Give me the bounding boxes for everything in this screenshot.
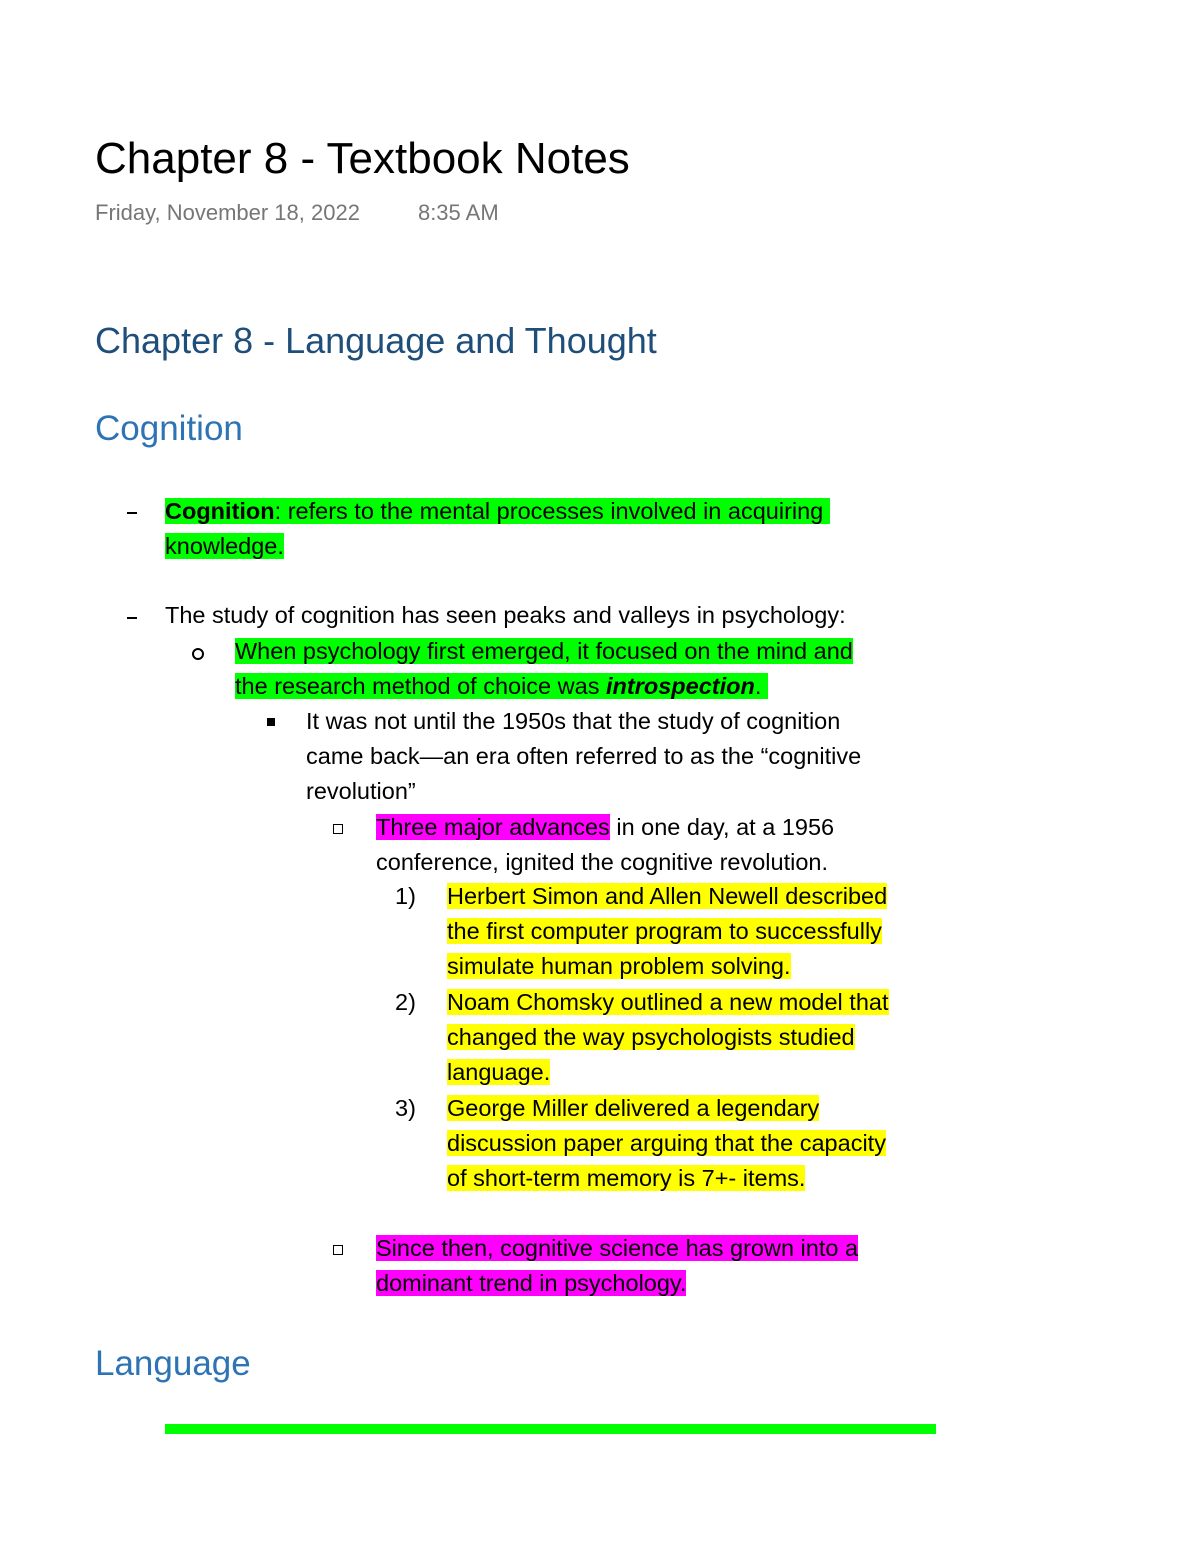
list-number: 3) bbox=[395, 1095, 416, 1121]
list-number: 1) bbox=[395, 883, 416, 909]
introspection-term: introspection bbox=[605, 673, 755, 699]
cognition-term: Cognition bbox=[165, 498, 275, 524]
list-item-1-line-3: simulate human problem solving. bbox=[447, 953, 791, 979]
cognition-definition-line-2: knowledge. bbox=[165, 533, 284, 559]
page-date-time bbox=[95, 198, 499, 228]
dash-bullet-icon bbox=[127, 512, 137, 514]
since-then-line-1: Since then, cognitive science has grown into a bbox=[376, 1235, 859, 1261]
section-heading-cognition: Cognition bbox=[95, 409, 243, 448]
three-advances-line-1: Three major advances in one day, at a 1956 bbox=[376, 814, 835, 840]
cutoff-highlighted-line bbox=[165, 1424, 936, 1434]
hollow-square-bullet-icon bbox=[333, 824, 343, 834]
section-heading-language: Language bbox=[95, 1344, 251, 1383]
square-bullet-icon bbox=[267, 718, 275, 726]
list-item-2-line-3: language. bbox=[447, 1059, 551, 1085]
list-item-1-line-2: the first computer program to successfully bbox=[447, 918, 882, 944]
cognition-definition-line-1: Cognition: refers to the mental processes involved in acquiring bbox=[165, 494, 830, 529]
study-of-cognition-line: The study of cognition has seen peaks and valleys in psychology: bbox=[165, 602, 846, 628]
psychology-emerged-line-2: the research method of choice was introspection. bbox=[235, 669, 768, 704]
chapter-heading: Chapter 8 - Language and Thought bbox=[95, 320, 657, 361]
cognition-1950s-line-1: It was not until the 1950s that the study of cognition bbox=[306, 708, 841, 734]
circle-bullet-icon bbox=[192, 648, 204, 660]
page-date: Friday, November 18, 2022 bbox=[95, 200, 360, 225]
list-item-3-line-1: George Miller delivered a legendary bbox=[447, 1095, 820, 1121]
page-title: Chapter 8 - Textbook Notes bbox=[95, 134, 630, 183]
list-item-2-line-1: Noam Chomsky outlined a new model that bbox=[447, 989, 889, 1015]
psychology-emerged-line-1: When psychology first emerged, it focused on the mind and bbox=[235, 638, 853, 664]
since-then-line-2: dominant trend in psychology. bbox=[376, 1270, 687, 1296]
list-item-3-line-3: of short-term memory is 7+- items. bbox=[447, 1165, 806, 1191]
cognition-1950s-line-2: came back—an era often referred to as the “cognitive bbox=[306, 743, 862, 769]
list-item-1-line-1: Herbert Simon and Allen Newell described bbox=[447, 883, 888, 909]
list-item-3-line-2: discussion paper arguing that the capacity bbox=[447, 1130, 886, 1156]
hollow-square-bullet-icon bbox=[333, 1245, 343, 1255]
cognition-1950s-line-3: revolution” bbox=[306, 778, 416, 804]
dash-bullet-icon bbox=[127, 617, 137, 619]
list-item-2-line-2: changed the way psychologists studied bbox=[447, 1024, 855, 1050]
three-advances-line-2: conference, ignited the cognitive revolution. bbox=[376, 849, 829, 875]
page-time: 8:35 AM bbox=[417, 200, 499, 225]
list-number: 2) bbox=[395, 989, 416, 1015]
